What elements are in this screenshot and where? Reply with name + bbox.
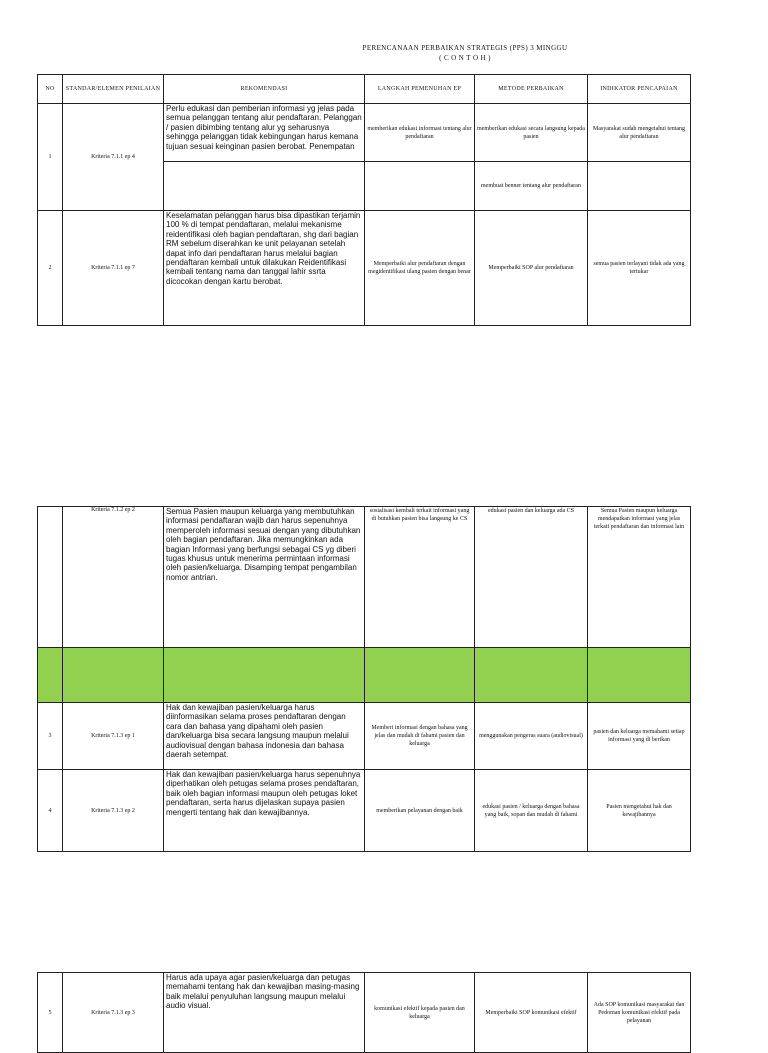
- row-rekomendasi: Keselamatan pelanggan harus bisa dipastikan terjamin 100 % di tempat pendaftaran, melalui mekanisme reidentifikasi oleh bagian pendaftaran, shg dari bagian RM sebelum diserahkan ke unit pelayanan setelah dapat info dari pendaftaran harus melalui bagian pendaftaran kembali untuk dilakukan Reidentifikasi kembali tentang nama dan tanggal lahir ssrta dicocokan dengan kartu berobat.: [164, 211, 365, 326]
- empty-cell: [588, 648, 691, 703]
- header-rekomendasi: REKOMENDASI: [164, 75, 365, 104]
- row-kriteria: Kriteria 7.1.1 ep 4: [63, 104, 164, 211]
- row-langkah: sosialisasi kembali terkait informasi yang di butuhkan pasien bisa langsung ke CS: [365, 507, 475, 648]
- row-indikator: pasien dan keluarga memahami setiap informasi yang di berikan: [588, 703, 691, 770]
- row-no: 1: [38, 104, 63, 211]
- row-metode: Memperbaiki SOP komunikasi efektif: [475, 973, 588, 1053]
- header-metode: METODE PERBAIKAN: [475, 75, 588, 104]
- row-metode: menggunakan pengeras suara (audiovisual): [475, 703, 588, 770]
- row-metode: edukasi pasien dan keluarga ada CS: [475, 507, 588, 648]
- row-rekomendasi: Semua Pasien maupun keluarga yang membutuhkan informasi pendaftaran wajib dan harus sepenuhnya memperoleh informasi sesuai dengan yang dibutuhkan oleh bagian pendaftaran. Jika memungkinkan ada bagian Informasi yang berfungsi sebagai CS yg diberi tugas khusus untuk menerima permintaan informasi oleh pasien/keluarga. Disamping tempat pengambilan nomor antrian.: [164, 507, 365, 648]
- table-row: [38, 507, 691, 648]
- row-metode: edukasi pasien / keluarga dengan bahasa yang baik, sopan dan mudah di fahami: [475, 770, 588, 852]
- empty-cell: [63, 648, 164, 703]
- pps-table-2: [37, 506, 691, 852]
- row-langkah: memberikan pelayanan dengan baik: [365, 770, 475, 852]
- header-no: NO: [38, 75, 63, 104]
- header-standar: STANDAR/ELEMEN PENILAIAN: [63, 75, 164, 104]
- empty-cell: [164, 648, 365, 703]
- empty-cell: [38, 648, 63, 703]
- pps-table-1: [37, 74, 691, 326]
- row-no: 4: [38, 770, 63, 852]
- row-kriteria: Kriteria 7.1.1 ep 7: [63, 211, 164, 326]
- row-rekomendasi: [164, 104, 365, 162]
- row-no: [38, 507, 63, 648]
- empty-cell: [365, 648, 475, 703]
- table-row: [38, 104, 691, 162]
- row-rekomendasi: Hak dan kewajiban pasien/keluarga harus diinformasikan selama proses pendaftaran dengan cara dan bahasa yang dipahami oleh pasien dan/keluarga bisa secara langsung maupun melalui audiovisual dengan bahasa indonesia dan bahasa daerah setempat.: [164, 703, 365, 770]
- row-metode: memberikan edukasi secara langsung kepada pasien: [475, 104, 588, 162]
- row-indikator: Masyarakat sudah mengetahui tentang alur pendaftaran: [588, 104, 691, 162]
- table-header-row: [38, 75, 691, 104]
- pps-table-3: [37, 972, 691, 1053]
- header-indikator: INDIKATOR PENCAPAIAN: [588, 75, 691, 104]
- header-langkah: LANGKAH PEMENUHAN EP: [365, 75, 475, 104]
- row-langkah: komunikasi efektif kepada pasien dan keluarga: [365, 973, 475, 1053]
- table-row: [38, 770, 691, 852]
- row-langkah: Memperbaiki alur pendaftaran dengan megidentifikasi ulang pasien dengan benar: [365, 211, 475, 326]
- empty-cell: [365, 162, 475, 211]
- document-title: PERENCANAAN PERBAIKAN STRATEGIS (PPS) 3 MINGGU: [362, 44, 568, 52]
- empty-cell: [475, 648, 588, 703]
- highlight-row: [38, 648, 691, 703]
- row-kriteria: Kriteria 7.1.2 ep 2: [63, 507, 164, 648]
- row-rekomendasi: Harus ada upaya agar pasien/keluarga dan petugas memahami tentang hak dan kewajiban masing-masing baik melalui penyuluhan langsung maupun melalui audio visual.: [164, 973, 365, 1053]
- row-langkah: Memberi informasi dengan bahasa yang jelas dan mudah di fahami pasien dan keluarga: [365, 703, 475, 770]
- row-indikator: Semua Pasien maupun keluarga mendapatkan informasi yang jelas terkait pendaftaran dan informasi lain: [588, 507, 691, 648]
- row-metode: Memperbaiki SOP alur pendaftaran: [475, 211, 588, 326]
- table-row: [38, 973, 691, 1053]
- row-no: 5: [38, 973, 63, 1053]
- row-kriteria: Kriteria 7.1.3 ep 1: [63, 703, 164, 770]
- row-no: 2: [38, 211, 63, 326]
- row-indikator: semua pasien terlayani tidak ada yang tertukar: [588, 211, 691, 326]
- rekomendasi-text: Perlu edukasi dan pemberian informasi yg jelas pada semua pelanggan tentang alur pendaftaran. Pelanggan / pasien dibimbing tentang alur yg seharusnya sehingga pelanggan tidak kebingungan harus kemana tujuan sesuai keinginan pasien berobat. Penempatan: [166, 104, 362, 151]
- row-no: 3: [38, 703, 63, 770]
- row-metode-extra: membuat benner tentang alur pendaftaran: [475, 162, 588, 211]
- document-subtitle: ( C O N T O H ): [439, 54, 491, 62]
- row-kriteria: Kriteria 7.1.3 ep 2: [63, 770, 164, 852]
- empty-cell: [588, 162, 691, 211]
- table-row: [38, 211, 691, 326]
- table-row: [38, 703, 691, 770]
- row-indikator: Pasien mengetahui hak dan kewajibannya: [588, 770, 691, 852]
- row-rekomendasi: Hak dan kewajiban pasien/keluarga harus sepenuhnya diperhatikan oleh petugas selama proses pendaftaran, baik oleh bagian informasi maupun oleh petugas loket pendaftaran, serta harus dijelaskan supaya pasien mengerti tentang hak dan kewajibannya.: [164, 770, 365, 852]
- empty-cell: [164, 162, 365, 211]
- row-langkah: memberikan edukasi informasi tentang alur pendaftaran: [365, 104, 475, 162]
- row-indikator: Ada SOP komunikasi masyarakat dan Pedoman komunikasi efektif pada pelayanan: [588, 973, 691, 1053]
- row-kriteria: Kriteria 7.1.3 ep 3: [63, 973, 164, 1053]
